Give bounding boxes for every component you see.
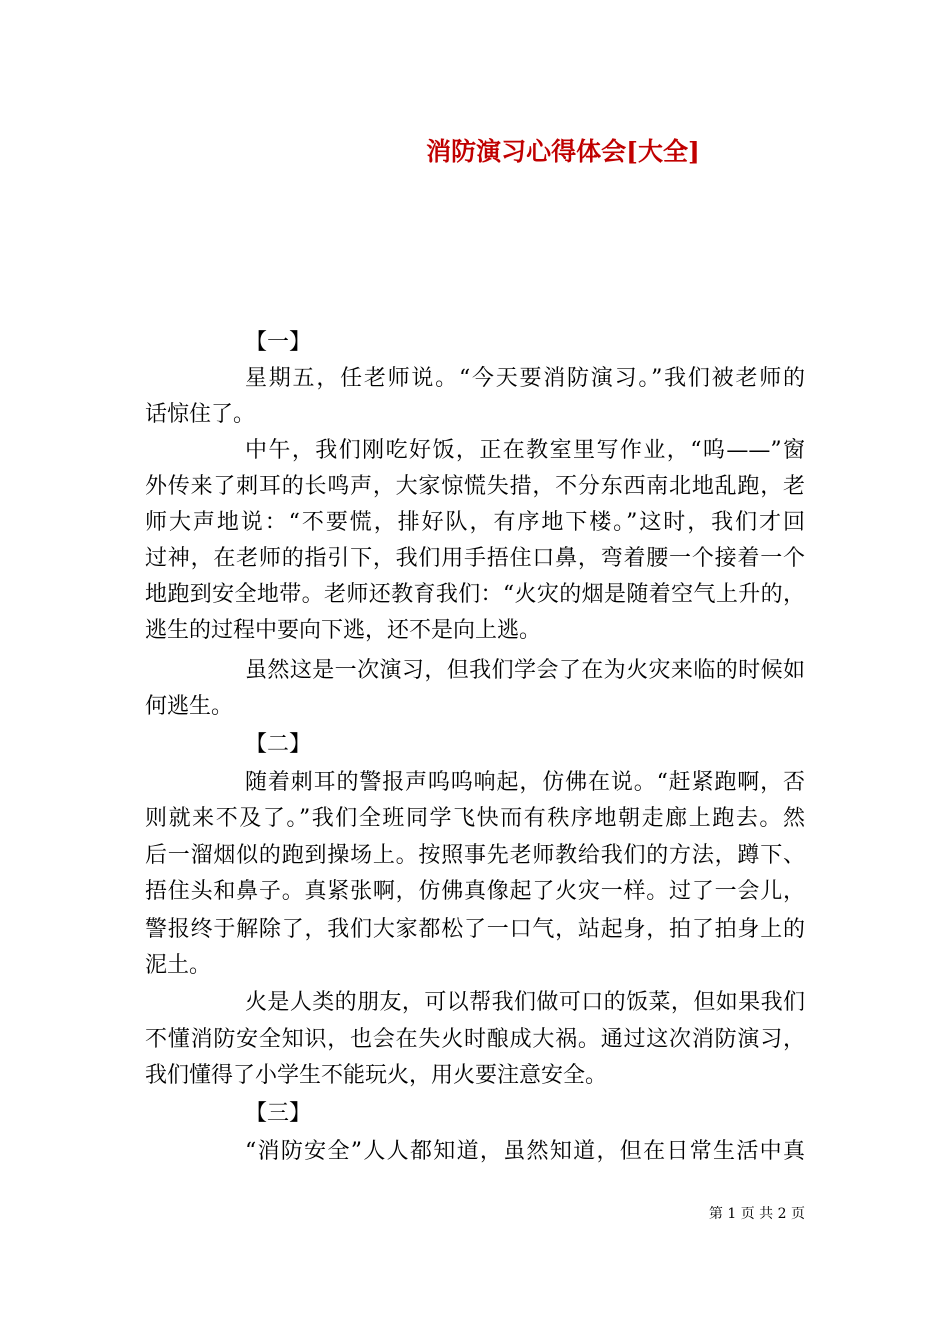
page-number-footer: 第 1 页 共 2 页 [708, 1206, 805, 1222]
section-heading-2: 【二】 [245, 732, 312, 757]
section-heading-3: 【三】 [245, 1101, 312, 1126]
text-line: 逃生的过程中要向下逃，还不是向上逃。 [145, 618, 542, 643]
text-line: 泥土。 [145, 953, 212, 978]
text-line: 捂住头和鼻子。真紧张啊，仿佛真像起了火灾一样。过了一会儿， [145, 879, 805, 904]
text-line: 我们懂得了小学生不能玩火，用火要注意安全。 [145, 1063, 608, 1088]
text-line: 则就来不及了。”我们全班同学飞快而有秩序地朝走廊上跑去。然 [145, 806, 805, 831]
text-line: 不懂消防安全知识，也会在失火时酿成大祸。通过这次消防演习， [145, 1027, 805, 1052]
document-title-text: 消防演习心得体会[大全] [426, 137, 700, 166]
text-line: “消防安全”人人都知道，虽然知道，但在日常生活中真 [245, 1139, 805, 1164]
text-line: 火是人类的朋友，可以帮我们做可口的饭菜，但如果我们 [245, 990, 805, 1015]
text-line: 话惊住了。 [145, 402, 256, 427]
text-line: 外传来了刺耳的长鸣声，大家惊慌失措，不分东西南北地乱跑，老 [145, 474, 805, 499]
text-line: 何逃生。 [145, 694, 234, 719]
text-line: 星期五，任老师说。“今天要消防演习。”我们被老师的 [245, 366, 805, 391]
text-line: 警报终于解除了，我们大家都松了一口气，站起身，拍了拍身上的 [145, 917, 805, 942]
text-line: 后一溜烟似的跑到操场上。按照事先老师教给我们的方法，蹲下、 [145, 843, 805, 868]
text-line: 中午，我们刚吃好饭，正在教室里写作业，“呜——”窗 [245, 438, 805, 463]
section-heading-1: 【一】 [245, 330, 312, 355]
text-line: 过神，在老师的指引下，我们用手捂住口鼻，弯着腰一个接着一个 [145, 546, 805, 571]
text-line: 师大声地说：“不要慌，排好队，有序地下楼。”这时，我们才回 [145, 510, 805, 535]
text-line: 地跑到安全地带。老师还教育我们：“火灾的烟是随着空气上升的， [145, 582, 805, 607]
document-title [0, 132, 950, 168]
text-line: 随着刺耳的警报声呜呜响起，仿佛在说。“赶紧跑啊，否 [245, 770, 805, 795]
text-line: 虽然这是一次演习，但我们学会了在为火灾来临的时候如 [245, 658, 805, 683]
